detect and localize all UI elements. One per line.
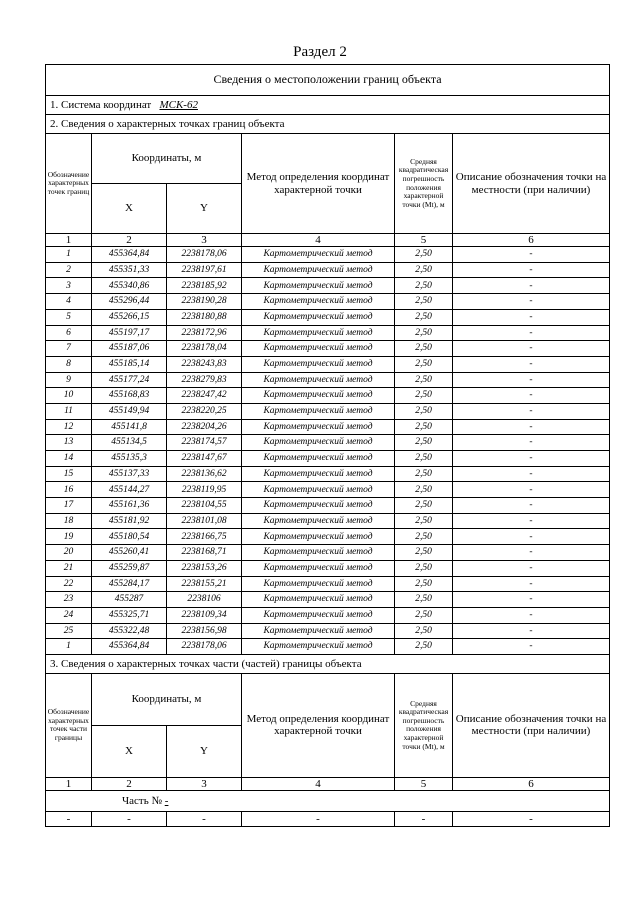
page-title: Раздел 2 xyxy=(293,44,347,60)
point-accuracy: 2,50 xyxy=(395,560,453,576)
point-x: 455266,15 xyxy=(92,309,167,325)
column-number: 3 xyxy=(167,234,242,247)
point-label-header: Обозначение характерных точек границ xyxy=(46,134,92,234)
accuracy-header: Средняя квадратическая погрешность положения характерной точки (Mt), м xyxy=(395,134,453,234)
table-row xyxy=(46,325,610,341)
point-accuracy: 2,50 xyxy=(395,623,453,639)
point-accuracy: 2,50 xyxy=(395,545,453,561)
point-method: Картометрический метод xyxy=(242,639,395,655)
point-method: Картометрический метод xyxy=(242,247,395,263)
point-y: 2238168,71 xyxy=(167,545,242,561)
column-number: 4 xyxy=(242,234,395,247)
point-method: Картометрический метод xyxy=(242,435,395,451)
point-method: Картометрический метод xyxy=(242,356,395,372)
table-row xyxy=(46,545,610,561)
point-number: 14 xyxy=(46,451,92,467)
table-row xyxy=(46,560,610,576)
x-header: X xyxy=(92,184,167,234)
part-x-header: X xyxy=(92,725,167,777)
point-x: 455134,5 xyxy=(92,435,167,451)
point-accuracy: 2,50 xyxy=(395,247,453,263)
point-x: 455340,86 xyxy=(92,278,167,294)
point-method: Картометрический метод xyxy=(242,529,395,545)
column-number: 5 xyxy=(395,777,453,790)
point-x: 455260,41 xyxy=(92,545,167,561)
section-title: Сведения о местоположении границ объекта xyxy=(46,65,610,96)
point-y: 2238136,62 xyxy=(167,466,242,482)
part-coords-header: Координаты, м xyxy=(92,673,242,725)
part-description-header: Описание обозначения точки на местности (при наличии) xyxy=(453,673,610,777)
point-accuracy: 2,50 xyxy=(395,466,453,482)
point-method: Картометрический метод xyxy=(242,388,395,404)
point-method: Картометрический метод xyxy=(242,451,395,467)
point-number: 1 xyxy=(46,247,92,263)
point-accuracy: 2,50 xyxy=(395,451,453,467)
point-method: Картометрический метод xyxy=(242,466,395,482)
part-number-row xyxy=(46,791,610,812)
point-y: 2238243,83 xyxy=(167,356,242,372)
point-description: - xyxy=(453,576,610,592)
point-number: 15 xyxy=(46,466,92,482)
point-y: 2238109,34 xyxy=(167,607,242,623)
point-description: - xyxy=(453,592,610,608)
point-accuracy: 2,50 xyxy=(395,482,453,498)
point-x: 455351,33 xyxy=(92,262,167,278)
table-row xyxy=(46,403,610,419)
point-number: 13 xyxy=(46,435,92,451)
point-accuracy: 2,50 xyxy=(395,388,453,404)
point-x: 455181,92 xyxy=(92,513,167,529)
point-description: - xyxy=(453,513,610,529)
point-number: 25 xyxy=(46,623,92,639)
table-row xyxy=(46,294,610,310)
point-accuracy: 2,50 xyxy=(395,435,453,451)
point-description: - xyxy=(453,247,610,263)
point-method: Картометрический метод xyxy=(242,278,395,294)
point-number: 4 xyxy=(46,294,92,310)
point-y: 2238174,57 xyxy=(167,435,242,451)
part-label: Часть № xyxy=(122,795,162,808)
point-accuracy: 2,50 xyxy=(395,294,453,310)
table-row xyxy=(46,576,610,592)
point-description: - xyxy=(453,482,610,498)
point-method: Картометрический метод xyxy=(242,325,395,341)
point-accuracy: 2,50 xyxy=(395,341,453,357)
point-x: 455185,14 xyxy=(92,356,167,372)
point-description: - xyxy=(453,623,610,639)
point-description: - xyxy=(453,356,610,372)
part-column-numbers-row xyxy=(46,777,610,790)
column-number: 6 xyxy=(453,234,610,247)
y-header: Y xyxy=(167,184,242,234)
point-y: 2238155,21 xyxy=(167,576,242,592)
point-x: 455259,87 xyxy=(92,560,167,576)
point-x: 455135,3 xyxy=(92,451,167,467)
table-row xyxy=(46,466,610,482)
point-accuracy: 2,50 xyxy=(395,419,453,435)
point-method: Картометрический метод xyxy=(242,576,395,592)
table-row xyxy=(46,419,610,435)
point-method: Картометрический метод xyxy=(242,607,395,623)
point-x: 455141,8 xyxy=(92,419,167,435)
parts-section-title: 3. Сведения о характерных точках части (частей) границы объекта xyxy=(46,654,610,673)
point-description: - xyxy=(453,325,610,341)
part-number: - xyxy=(164,795,169,808)
point-y: 2238178,04 xyxy=(167,341,242,357)
point-accuracy: 2,50 xyxy=(395,639,453,655)
point-description: - xyxy=(453,639,610,655)
table-row xyxy=(46,498,610,514)
table-row xyxy=(46,623,610,639)
column-number: 2 xyxy=(92,777,167,790)
point-x: 455364,84 xyxy=(92,639,167,655)
point-x: 455287 xyxy=(92,592,167,608)
point-description: - xyxy=(453,435,610,451)
point-description: - xyxy=(453,451,610,467)
point-y: 2238178,06 xyxy=(167,639,242,655)
point-number: 9 xyxy=(46,372,92,388)
table-row xyxy=(46,247,610,263)
point-y: 2238197,61 xyxy=(167,262,242,278)
point-x: 455187,06 xyxy=(92,341,167,357)
point-method: Картометрический метод xyxy=(242,482,395,498)
point-number: 19 xyxy=(46,529,92,545)
point-y: 2238147,67 xyxy=(167,451,242,467)
coord-system-value: МСК-62 xyxy=(159,98,198,111)
point-method: Картометрический метод xyxy=(242,294,395,310)
point-accuracy: 2,50 xyxy=(395,529,453,545)
point-x: 455168,83 xyxy=(92,388,167,404)
column-number: 5 xyxy=(395,234,453,247)
point-method: Картометрический метод xyxy=(242,513,395,529)
description-header: Описание обозначения точки на местности (при наличии) xyxy=(453,134,610,234)
point-y: 2238247,42 xyxy=(167,388,242,404)
point-number: 16 xyxy=(46,482,92,498)
point-description: - xyxy=(453,262,610,278)
point-accuracy: 2,50 xyxy=(395,592,453,608)
point-accuracy: 2,50 xyxy=(395,262,453,278)
point-number: 18 xyxy=(46,513,92,529)
part-cell: - xyxy=(46,812,92,827)
point-description: - xyxy=(453,372,610,388)
point-description: - xyxy=(453,278,610,294)
point-x: 455325,71 xyxy=(92,607,167,623)
point-description: - xyxy=(453,309,610,325)
point-x: 455197,17 xyxy=(92,325,167,341)
table-row xyxy=(46,372,610,388)
point-accuracy: 2,50 xyxy=(395,325,453,341)
point-accuracy: 2,50 xyxy=(395,403,453,419)
point-description: - xyxy=(453,607,610,623)
table-row xyxy=(46,607,610,623)
table-row xyxy=(46,482,610,498)
point-accuracy: 2,50 xyxy=(395,278,453,294)
table-row xyxy=(46,356,610,372)
point-x: 455296,44 xyxy=(92,294,167,310)
point-x: 455161,36 xyxy=(92,498,167,514)
part-point-label-header: Обозначение характерных точек части границы xyxy=(46,673,92,777)
point-method: Картометрический метод xyxy=(242,545,395,561)
point-accuracy: 2,50 xyxy=(395,576,453,592)
point-method: Картометрический метод xyxy=(242,403,395,419)
point-method: Картометрический метод xyxy=(242,341,395,357)
point-method: Картометрический метод xyxy=(242,372,395,388)
point-x: 455149,94 xyxy=(92,403,167,419)
point-accuracy: 2,50 xyxy=(395,309,453,325)
point-number: 2 xyxy=(46,262,92,278)
point-description: - xyxy=(453,341,610,357)
table-row xyxy=(46,262,610,278)
coord-system-row xyxy=(46,96,610,115)
point-y: 2238180,88 xyxy=(167,309,242,325)
point-description: - xyxy=(453,403,610,419)
point-y: 2238185,92 xyxy=(167,278,242,294)
part-cell: - xyxy=(242,812,395,827)
point-y: 2238190,28 xyxy=(167,294,242,310)
part-cell: - xyxy=(395,812,453,827)
point-y: 2238156,98 xyxy=(167,623,242,639)
coords-header: Координаты, м xyxy=(92,134,242,184)
column-number: 2 xyxy=(92,234,167,247)
point-y: 2238119,95 xyxy=(167,482,242,498)
point-number: 5 xyxy=(46,309,92,325)
point-number: 23 xyxy=(46,592,92,608)
point-y: 2238153,26 xyxy=(167,560,242,576)
table-row xyxy=(46,435,610,451)
point-description: - xyxy=(453,498,610,514)
column-number: 1 xyxy=(46,777,92,790)
point-method: Картометрический метод xyxy=(242,419,395,435)
table-row xyxy=(46,451,610,467)
method-header: Метод определения координат характерной точки xyxy=(242,134,395,234)
table-row xyxy=(46,309,610,325)
point-y: 2238204,26 xyxy=(167,419,242,435)
column-number: 3 xyxy=(167,777,242,790)
point-number: 20 xyxy=(46,545,92,561)
point-x: 455144,27 xyxy=(92,482,167,498)
point-y: 2238104,55 xyxy=(167,498,242,514)
column-number: 4 xyxy=(242,777,395,790)
point-description: - xyxy=(453,529,610,545)
point-y: 2238220,25 xyxy=(167,403,242,419)
table-row xyxy=(46,529,610,545)
point-number: 24 xyxy=(46,607,92,623)
point-description: - xyxy=(453,419,610,435)
table-row xyxy=(46,592,610,608)
point-x: 455137,33 xyxy=(92,466,167,482)
table-row xyxy=(46,513,610,529)
part-cell: - xyxy=(453,812,610,827)
point-method: Картометрический метод xyxy=(242,592,395,608)
point-accuracy: 2,50 xyxy=(395,498,453,514)
part-cell: - xyxy=(92,812,167,827)
point-number: 1 xyxy=(46,639,92,655)
table-row xyxy=(46,639,610,655)
point-method: Картометрический метод xyxy=(242,262,395,278)
column-numbers-row xyxy=(46,234,610,247)
point-description: - xyxy=(453,545,610,561)
point-number: 3 xyxy=(46,278,92,294)
point-number: 11 xyxy=(46,403,92,419)
point-number: 7 xyxy=(46,341,92,357)
point-accuracy: 2,50 xyxy=(395,607,453,623)
point-number: 6 xyxy=(46,325,92,341)
point-number: 8 xyxy=(46,356,92,372)
part-method-header: Метод определения координат характерной точки xyxy=(242,673,395,777)
table-row xyxy=(46,341,610,357)
point-description: - xyxy=(453,294,610,310)
point-method: Картометрический метод xyxy=(242,623,395,639)
point-method: Картометрический метод xyxy=(242,498,395,514)
column-number: 6 xyxy=(453,777,610,790)
part-cell: - xyxy=(167,812,242,827)
point-x: 455180,54 xyxy=(92,529,167,545)
point-y: 2238279,83 xyxy=(167,372,242,388)
point-y: 2238178,06 xyxy=(167,247,242,263)
point-x: 455177,24 xyxy=(92,372,167,388)
column-number: 1 xyxy=(46,234,92,247)
point-number: 21 xyxy=(46,560,92,576)
point-number: 22 xyxy=(46,576,92,592)
point-description: - xyxy=(453,388,610,404)
point-y: 2238101,08 xyxy=(167,513,242,529)
part-accuracy-header: Средняя квадратическая погрешность положения характерной точки (Mt), м xyxy=(395,673,453,777)
point-number: 12 xyxy=(46,419,92,435)
points-section-title: 2. Сведения о характерных точках границ объекта xyxy=(46,115,610,134)
point-description: - xyxy=(453,466,610,482)
coord-system-label: 1. Система координат xyxy=(50,98,152,111)
boundary-table xyxy=(45,64,610,827)
point-x: 455284,17 xyxy=(92,576,167,592)
point-number: 10 xyxy=(46,388,92,404)
point-accuracy: 2,50 xyxy=(395,513,453,529)
part-row xyxy=(46,812,610,827)
part-y-header: Y xyxy=(167,725,242,777)
point-y: 2238172,96 xyxy=(167,325,242,341)
table-row xyxy=(46,388,610,404)
point-method: Картометрический метод xyxy=(242,560,395,576)
point-x: 455364,84 xyxy=(92,247,167,263)
point-accuracy: 2,50 xyxy=(395,356,453,372)
point-y: 2238166,75 xyxy=(167,529,242,545)
table-row xyxy=(46,278,610,294)
point-y: 2238106 xyxy=(167,592,242,608)
point-accuracy: 2,50 xyxy=(395,372,453,388)
point-x: 455322,48 xyxy=(92,623,167,639)
point-number: 17 xyxy=(46,498,92,514)
point-description: - xyxy=(453,560,610,576)
point-method: Картометрический метод xyxy=(242,309,395,325)
